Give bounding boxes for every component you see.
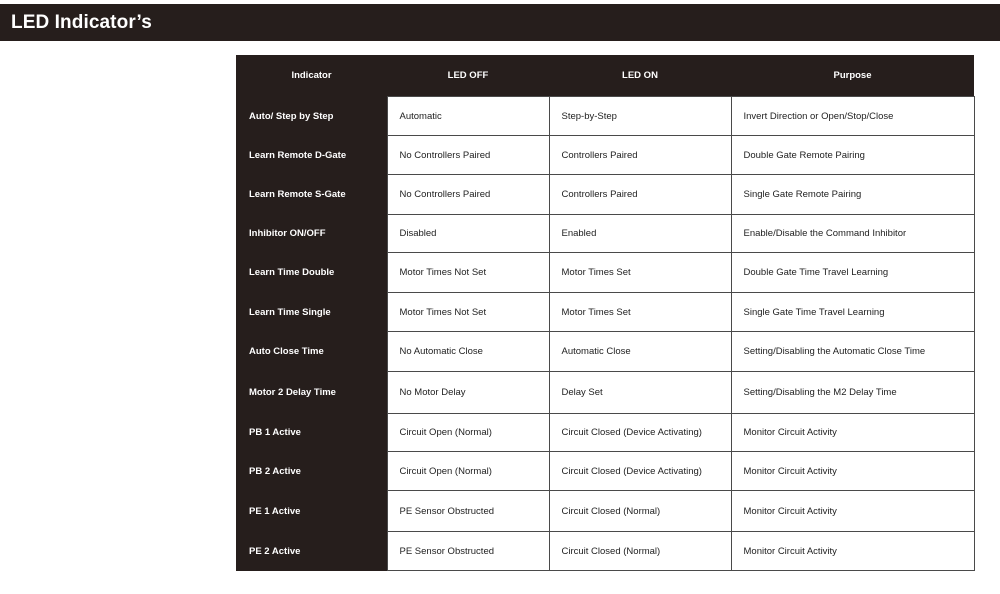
led-off-cell: No Controllers Paired [387,175,549,215]
purpose-cell: Setting/Disabling the Automatic Close Time [731,332,974,372]
led-on-cell: Controllers Paired [549,175,731,215]
led-on-cell: Circuit Closed (Device Activating) [549,452,731,491]
purpose-cell: Monitor Circuit Activity [731,452,974,491]
led-on-cell: Automatic Close [549,332,731,372]
indicator-cell: PE 1 Active [236,491,387,532]
indicator-cell: PB 2 Active [236,452,387,491]
page-title: LED Indicator’s [11,11,152,33]
led-indicator-table [236,55,975,571]
led-on-cell: Controllers Paired [549,136,731,175]
purpose-cell: Double Gate Time Travel Learning [731,253,974,293]
indicator-cell: PB 1 Active [236,414,387,452]
table-row [236,372,974,414]
indicator-cell: Motor 2 Delay Time [236,372,387,414]
led-off-cell: Automatic [387,97,549,136]
led-off-cell: Disabled [387,215,549,253]
purpose-cell: Single Gate Time Travel Learning [731,293,974,332]
led-off-cell: Motor Times Not Set [387,253,549,293]
led-on-cell: Motor Times Set [549,293,731,332]
indicator-cell: Inhibitor ON/OFF [236,215,387,253]
led-off-cell: PE Sensor Obstructed [387,491,549,532]
led-on-cell: Step-by-Step [549,97,731,136]
purpose-cell: Enable/Disable the Command Inhibitor [731,215,974,253]
led-indicator-table-wrapper [236,55,974,571]
indicator-cell: Learn Remote D-Gate [236,136,387,175]
indicator-cell: PE 2 Active [236,532,387,571]
led-off-cell: No Automatic Close [387,332,549,372]
purpose-cell: Double Gate Remote Pairing [731,136,974,175]
table-row [236,293,974,332]
purpose-cell: Single Gate Remote Pairing [731,175,974,215]
purpose-cell: Invert Direction or Open/Stop/Close [731,97,974,136]
table-row [236,175,974,215]
table-row [236,136,974,175]
indicator-cell: Auto Close Time [236,332,387,372]
indicator-cell: Auto/ Step by Step [236,97,387,136]
purpose-cell: Monitor Circuit Activity [731,491,974,532]
led-on-cell: Motor Times Set [549,253,731,293]
indicator-cell: Learn Time Double [236,253,387,293]
table-row [236,97,974,136]
led-off-cell: No Controllers Paired [387,136,549,175]
led-off-cell: Circuit Open (Normal) [387,452,549,491]
led-off-cell: No Motor Delay [387,372,549,414]
led-off-cell: Circuit Open (Normal) [387,414,549,452]
table-row [236,491,974,532]
header-indicator: Indicator [236,55,387,97]
led-on-cell: Circuit Closed (Normal) [549,532,731,571]
led-on-cell: Circuit Closed (Normal) [549,491,731,532]
header-purpose: Purpose [731,55,974,97]
table-row [236,532,974,571]
purpose-cell: Monitor Circuit Activity [731,532,974,571]
led-on-cell: Delay Set [549,372,731,414]
indicator-cell: Learn Remote S-Gate [236,175,387,215]
purpose-cell: Setting/Disabling the M2 Delay Time [731,372,974,414]
led-off-cell: Motor Times Not Set [387,293,549,332]
title-bar [0,4,1000,41]
table-row [236,414,974,452]
led-off-cell: PE Sensor Obstructed [387,532,549,571]
table-header-row [236,55,974,97]
led-on-cell: Circuit Closed (Device Activating) [549,414,731,452]
table-row [236,452,974,491]
purpose-cell: Monitor Circuit Activity [731,414,974,452]
table-row [236,253,974,293]
table-row [236,215,974,253]
led-on-cell: Enabled [549,215,731,253]
table-row [236,332,974,372]
header-led-on: LED ON [549,55,731,97]
header-led-off: LED OFF [387,55,549,97]
indicator-cell: Learn Time Single [236,293,387,332]
